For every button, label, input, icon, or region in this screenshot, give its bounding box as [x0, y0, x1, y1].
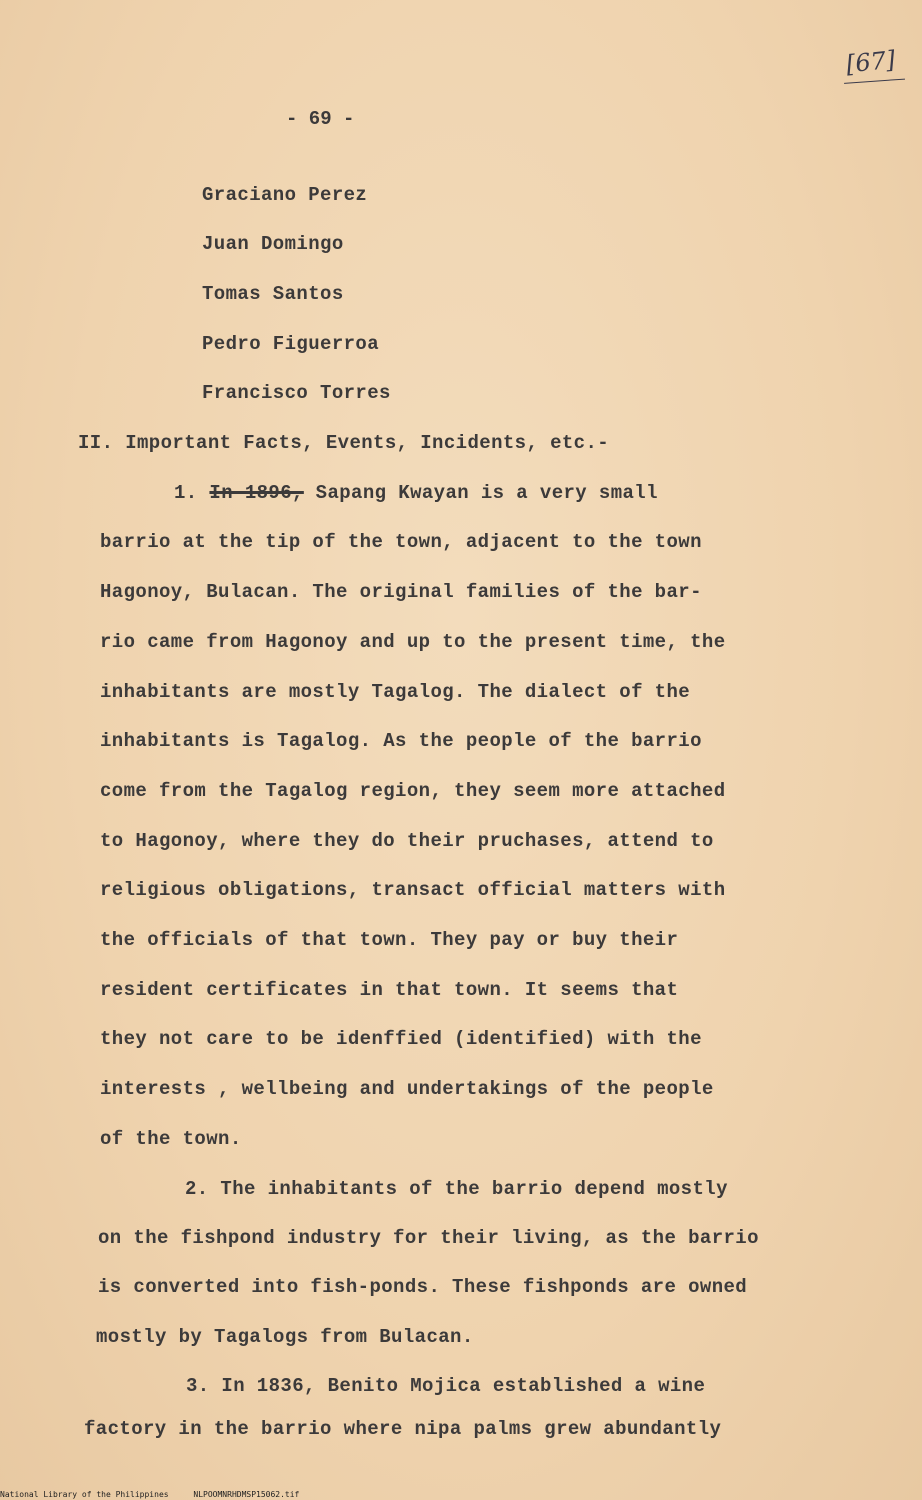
scan-footer [0, 1490, 299, 1499]
struck-text: In 1896, [209, 482, 304, 504]
paragraph-line: Hagonoy, Bulacan. The original families of the bar- [100, 581, 702, 603]
section-heading: II. Important Facts, Events, Incidents, etc.- [78, 432, 610, 454]
name-list-item: Graciano Perez [202, 184, 368, 206]
paragraph-line: to Hagonoy, where they do their pruchases, attend to [100, 830, 714, 852]
paragraph-line: religious obligations, transact official matters with [100, 879, 726, 901]
paragraph-line: on the fishpond industry for their living, as the barrio [98, 1227, 759, 1249]
footer-filename: NLPOOMNRHDMSP15062.tif [193, 1490, 300, 1499]
paragraph-line: resident certificates in that town. It seems that [100, 979, 679, 1001]
paragraph-line: inhabitants is Tagalog. As the people of the barrio [100, 730, 702, 752]
name-list-item: Juan Domingo [202, 233, 344, 255]
paragraph-line: the officials of that town. They pay or buy their [100, 929, 679, 951]
paragraph-line: 2. The inhabitants of the barrio depend mostly [185, 1178, 728, 1200]
name-list-item: Pedro Figuerroa [202, 333, 380, 355]
paragraph-line: of the town. [100, 1128, 242, 1150]
paragraph-line: interests , wellbeing and undertakings of the people [100, 1078, 714, 1100]
paragraph-line: mostly by Tagalogs from Bulacan. [96, 1326, 474, 1348]
paragraph-line: is converted into fish-ponds. These fishponds are owned [98, 1276, 748, 1298]
paragraph-line: barrio at the tip of the town, adjacent to the town [100, 531, 702, 553]
paragraph-number: 1. [174, 482, 198, 504]
page-number: - 69 - [286, 108, 355, 130]
name-list-item: Francisco Torres [202, 382, 391, 404]
paragraph-line: rio came from Hagonoy and up to the present time, the [100, 631, 726, 653]
paragraph-line: they not care to be idenffied (identified) with the [100, 1028, 702, 1050]
handwritten-page-mark: [67] [844, 45, 897, 79]
paragraph-1-first-line [174, 482, 658, 504]
paragraph-line: 3. In 1836, Benito Mojica established a wine [186, 1375, 706, 1397]
footer-institution: National Library of the Philippines [0, 1490, 169, 1499]
paragraph-text: Sapang Kwayan is a very small [315, 482, 658, 504]
paragraph-line: come from the Tagalog region, they seem more attached [100, 780, 726, 802]
name-list-item: Tomas Santos [202, 283, 344, 305]
paragraph-line: factory in the barrio where nipa palms grew abundantly [84, 1418, 722, 1440]
paragraph-line: inhabitants are mostly Tagalog. The dialect of the [100, 681, 691, 703]
